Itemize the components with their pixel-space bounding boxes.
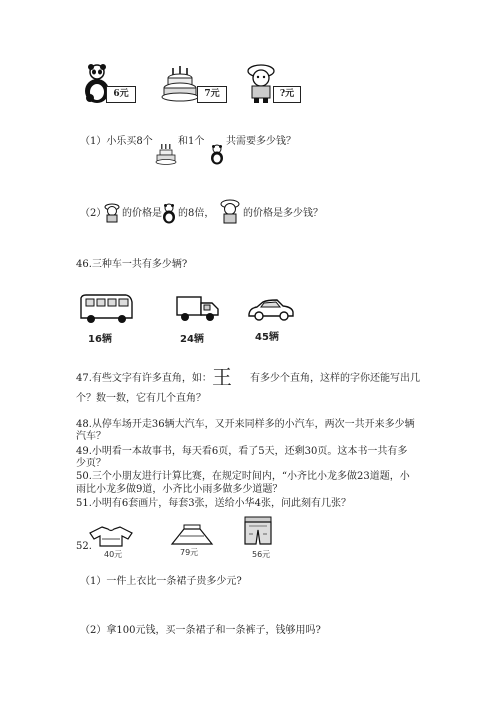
p47-part1: 47.有些文字有许多直角，如： xyxy=(76,373,212,384)
car-count-label: 45辆 xyxy=(255,332,279,343)
doll-price-box: ?元 xyxy=(273,86,301,103)
p52-q1: （1）一件上衣比一条裙子贵多少元? xyxy=(80,576,242,587)
q1-middle: 和1个 xyxy=(178,136,205,147)
p47-part2: 有多少个直角，这样的字你还能写出几 xyxy=(250,373,420,384)
example-character xyxy=(212,364,238,390)
truck-icon xyxy=(176,294,220,324)
p46-title: 46.三种车一共有多少辆? xyxy=(76,259,188,270)
p50-line2: 雨比小龙多做9道，小齐比小雨多做多少道题？ xyxy=(76,484,283,495)
example-character-glyph: 王 xyxy=(212,365,232,389)
shirt-icon xyxy=(88,525,134,547)
p51-line1: 51.小明有6套画片，每套3张，送给小华4张，问此刻有几张？ xyxy=(76,498,351,509)
q1-prefix: （1）小乐买8个 xyxy=(80,136,153,147)
skirt-icon xyxy=(170,524,214,546)
skirt-price-label: 79元 xyxy=(180,548,199,557)
shirt-price-label: 40元 xyxy=(104,550,123,559)
q1-suffix: 共需要多少钱？ xyxy=(226,136,296,147)
q2-part1: 的价格是 xyxy=(122,208,162,219)
bus-icon xyxy=(78,294,134,324)
q2-prefix: （2） xyxy=(80,208,107,219)
p49-line2: 少页？ xyxy=(76,458,106,469)
p50-line1: 50.三个小朋友进行计算比赛，在规定时间内，“小齐比小龙多做23道题，小 xyxy=(76,471,410,482)
panda-small-icon xyxy=(210,145,224,165)
panda-small-icon-2 xyxy=(162,204,176,224)
bus-count-label: 16辆 xyxy=(88,334,112,345)
p49-line1: 49.小明看一本故事书，每天看6页，看了5天，还剩30页。这本书一共有多 xyxy=(76,446,408,457)
q2-part2: 的8倍， xyxy=(178,208,215,219)
doll-icon xyxy=(246,64,276,104)
cake-small-icon xyxy=(155,144,177,166)
p48-line1: 48.从停车场开走36辆大汽车，又开来同样多的小汽车，两次一共开来多少辆 xyxy=(76,419,415,430)
car-icon xyxy=(247,298,295,322)
p52-label: 52. xyxy=(76,541,92,552)
cake-icon xyxy=(160,66,200,102)
pants-price-label: 56元 xyxy=(252,550,271,559)
pants-icon xyxy=(243,516,273,546)
q2-part3: 的价格是多少钱？ xyxy=(243,208,323,219)
truck-count-label: 24辆 xyxy=(180,334,204,345)
panda-price-box: 6元 xyxy=(106,86,136,103)
p52-q2: （2）拿100元钱，买一条裙子和一条裤子，钱够用吗? xyxy=(80,625,321,636)
doll-small-icon-1 xyxy=(104,203,120,223)
p47-line2: 个？数一数，它有几个直角？ xyxy=(76,393,206,404)
p48-line2: 汽车？ xyxy=(76,431,106,442)
doll-small-icon-2 xyxy=(220,199,240,225)
cake-price-box: 7元 xyxy=(197,86,227,103)
